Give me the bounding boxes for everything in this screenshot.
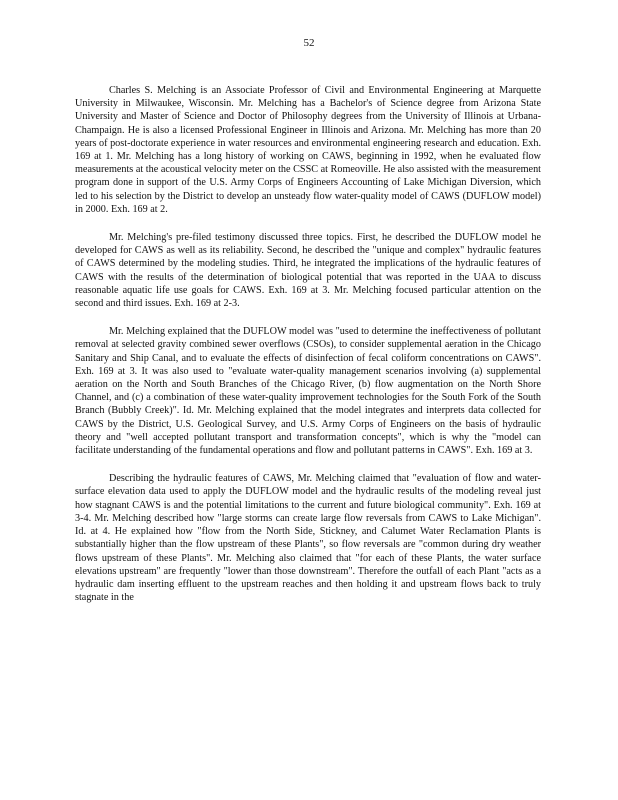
page-number: 52 [303,37,315,49]
paragraph-duflow-model: Mr. Melching explained that the DUFLOW model was "used to determine the ineffectiveness of pollutant removal at selected gravity combined sewer overflows (CSOs), to consider supplemental aeration in the Chicago Sanitary and Ship Canal, and to evaluate the effects of disinfection of fecal coliform concentrations on CAWS". Exh. 169 at 3. It was also used to "evaluate water-quality management scenarios involving (a) supplemental aeration on the North and South Branches of the Chicago River, (b) flow augmentation on the North Shore Channel, and (c) a combination of these water-quality improvement technologies for the South Fork of the South Branch (Bubbly Creek)". Id. Mr. Melching explained that the model integrates and interprets data collected for CAWS by the District, U.S. Geological Survey, and U.S. Army Corps of Engineers on the basis of hydraulic theory and "well accepted pollutant transport and transformation concepts", which is why the "model can facilitate understanding of the fundamental operations and flow and pollutant patterns in CAWS". Exh. 169 at 3. [75,326,541,457]
paragraph-testimony-topics: Mr. Melching's pre-filed testimony discussed three topics. First, he described the DUFLOW model he developed for CAWS as well as its reliability. Second, he described the "unique and complex" hydraulic features of CAWS determined by the modeling studies. Third, he integrated the implications of the hydraulic features of CAWS with the results of the determination of biological potential that was reported in the UAA to discuss reasonable aquatic life use goals for CAWS. Exh. 169 at 3. Mr. Melching focused particular attention on the second and third issues. Exh. 169 at 2-3. [75,232,541,310]
paragraph-melching-bio: Charles S. Melching is an Associate Professor of Civil and Environmental Engineering at Marquette University in Milwaukee, Wisconsin. Mr. Melching has a Bachelor's of Science degree from Arizona State University and Master of Science and Doctor of Philosophy degrees from the University of Illinois at Urbana-Champaign. He is also a licensed Professional Engineer in Illinois and Arizona. Mr. Melching has more than 20 years of post-doctorate experience in water resources and environmental engineering research and education. Exh. 169 at 1. Mr. Melching has a long history of working on CAWS, beginning in 1992, when he evaluated flow measurements at the acoustical velocity meter on the CSSC at Romeoville. He also assisted with the measurement program done in support of the U.S. Army Corps of Engineers Accounting of Lake Michigan Diversion, which led to his selection by the District to develop an unsteady flow water-quality model of CAWS (DUFLOW model) in 2000. Exh. 169 at 2. [75,85,541,215]
body-text [75,84,541,604]
paragraph-hydraulic-features: Describing the hydraulic features of CAWS, Mr. Melching claimed that "evaluation of flow and water-surface elevation data used to apply the DUFLOW model and the hydraulic results of the modeling reveal just how stagnant CAWS is and the potential limitations to the current and future biological community". Exh. 169 at 3-4. Mr. Melching described how "large storms can create large flow reversals from CAWS to Lake Michigan". Id. at 4. He explained how "flow from the North Side, Stickney, and Calumet Water Reclamation Plants is substantially higher than the flow upstream of these Plants", so flow reversals are "common during dry weather flows upstream of these Plants". Mr. Melching also claimed that "for each of these Plants, the water surface elevations upstream" are frequently "lower than those downstream". Therefore the outfall of each Plant "acts as a hydraulic dam inserting effluent to the upstream reaches and then holding it and upstream flows back to truly stagnate in the [75,473,541,604]
